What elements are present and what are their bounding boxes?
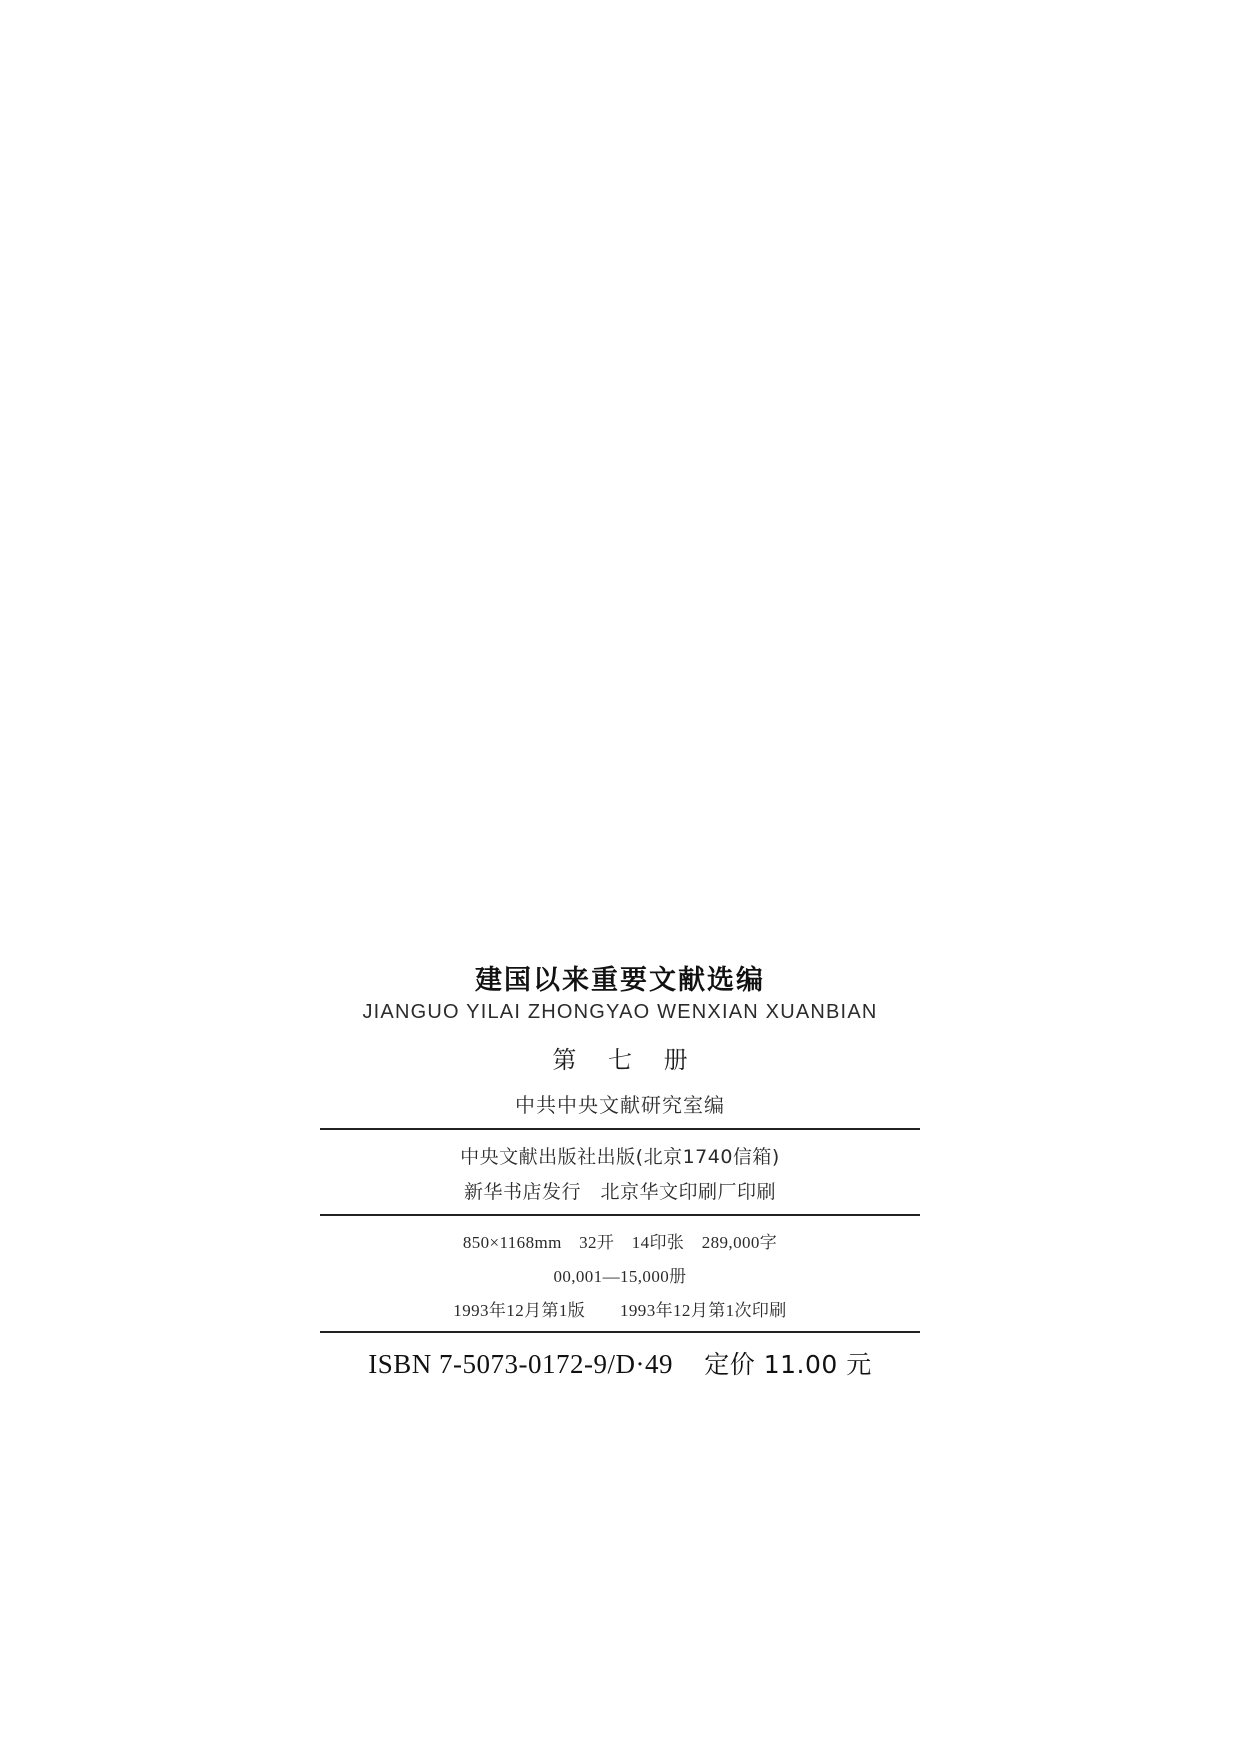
editor-credit: 中共中央文献研究室编: [515, 1093, 725, 1118]
divider-rule-middle: [320, 1214, 920, 1216]
isbn-value: ISBN 7-5073-0172-9/D·49: [368, 1349, 673, 1380]
price-value: 定价 11.00 元: [704, 1350, 872, 1380]
isbn-price-line: [320, 1345, 920, 1381]
publisher-line: 中央文献出版社出版(北京1740信箱): [460, 1146, 780, 1169]
colophon-block: [320, 965, 920, 1381]
edition-line: 1993年12月第1版 1993年12月第1次印刷: [453, 1301, 787, 1321]
distribution-line: 新华书店发行 北京华文印刷厂印刷: [463, 1181, 776, 1204]
book-title-chinese: 建国以来重要文献选编: [475, 965, 765, 996]
book-title-pinyin: JIANGUO YILAI ZHONGYAO WENXIAN XUANBIAN: [362, 1001, 878, 1024]
divider-rule-bottom: [320, 1331, 920, 1333]
print-run-line: 00,001—15,000册: [553, 1267, 687, 1287]
divider-rule-top: [320, 1128, 920, 1130]
volume-number: 第 七 册: [552, 1046, 700, 1075]
specification-line: 850×1168mm 32开 14印张 289,000字: [462, 1233, 778, 1253]
